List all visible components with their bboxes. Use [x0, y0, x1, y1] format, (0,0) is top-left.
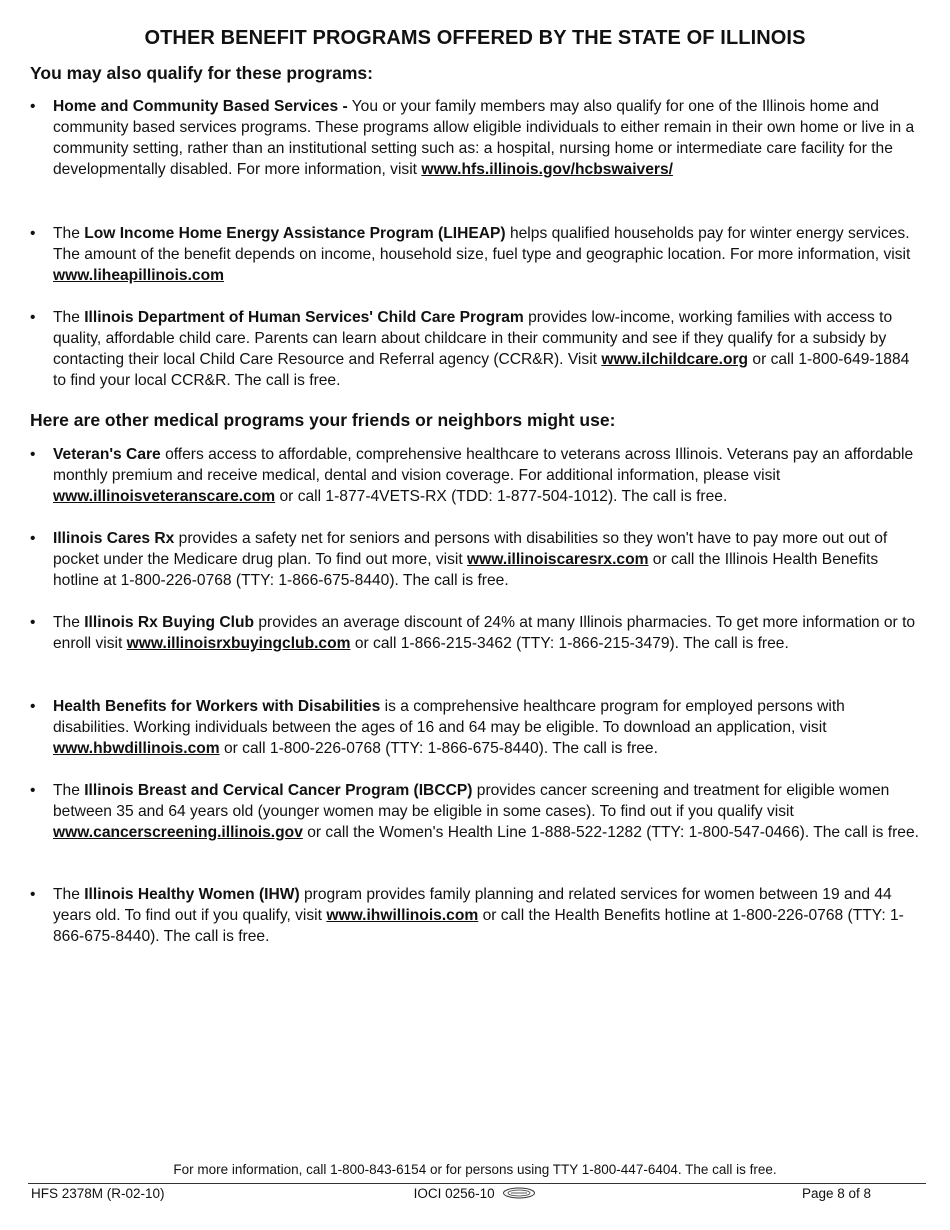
bullet: • — [30, 698, 36, 715]
page-number: Page 8 of 8 — [801, 1186, 871, 1201]
program-name: Health Benefits for Workers with Disabilities — [53, 698, 381, 715]
program-link[interactable]: www.illinoisveteranscare.com — [53, 488, 276, 505]
section-heading-qualify: You may also qualify for these programs: — [30, 63, 373, 83]
program-name: Home and Community Based Services - — [53, 98, 348, 115]
footer-note: For more information, call 1-800-843-6154 or for persons using TTY 1-800-447-6404. The call is free. — [173, 1162, 777, 1177]
program-item: • The Illinois Healthy Women (IHW) program provides family planning and related services for women between 19 and 44 years old. To find out if you qualify, visit www.ihwillinois.com or call the Health Benefits hotline at 1-800-226-0768 (TTY: 1-866-675-8440). The call is free. — [30, 886, 904, 945]
program-link[interactable]: www.illinoiscaresrx.com — [467, 551, 649, 568]
program-item: • Home and Community Based Services - You or your family members may also qualify for one of the Illinois home and community based services programs. These programs allow eligible individuals to either remain in their own home or live in a community setting, rather than an institutional setting such as: a hospital, nursing home or intermediate care facility for the developmentally disabled. For more information, visit www.hfs.illinois.gov/hcbswaivers/ — [30, 98, 915, 178]
page-title: OTHER BENEFIT PROGRAMS OFFERED BY THE STATE OF ILLINOIS — [144, 27, 806, 49]
bullet: • — [30, 782, 36, 799]
program-name: Illinois Department of Human Services' Child Care Program — [84, 309, 524, 326]
program-link[interactable]: www.liheapillinois.com — [53, 267, 224, 284]
bullet: • — [30, 98, 36, 115]
bullet: • — [30, 886, 36, 903]
program-link[interactable]: www.hbwdillinois.com — [53, 740, 220, 757]
program-name: Illinois Healthy Women (IHW) — [84, 886, 300, 903]
program-name: Low Income Home Energy Assistance Program (LIHEAP) — [84, 225, 506, 242]
program-item: • Illinois Cares Rx provides a safety net for seniors and persons with disabilities so they won't have to pay more out out of pocket under the Medicare drug plan. To find out more, visit www.illinoiscaresrx.com or call the Illinois Health Benefits hotline at 1-800-226-0768 (TTY: 1-866-675-8440). The call is free. — [30, 530, 888, 589]
program-name: Veteran's Care — [53, 446, 161, 463]
bullet: • — [30, 446, 36, 463]
program-item: • Health Benefits for Workers with Disabilities is a comprehensive healthcare program for employed persons with disabilities. Working individuals between the ages of 16 and 64 may be eligible. To download an application, visit www.hbwdillinois.com or call 1-800-226-0768 (TTY: 1-866-675-8440). The call is free. — [30, 698, 845, 757]
program-item: • The Low Income Home Energy Assistance Program (LIHEAP) helps qualified households pay for winter energy services. The amount of the benefit depends on income, household size, fuel type and geographic location. For more information, visit www.liheapillinois.com — [30, 225, 911, 284]
printer-code: IOCI 0256-10 — [0, 1186, 950, 1202]
bullet: • — [30, 309, 36, 326]
program-name: Illinois Breast and Cervical Cancer Program (IBCCP) — [84, 782, 473, 799]
program-item: • The Illinois Rx Buying Club provides an average discount of 24% at many Illinois pharmacies. To get more information or to enroll visit www.illinoisrxbuyingclub.com or call 1-866-215-3462 (TTY: 1-866-215-3479). The call is free. — [30, 614, 916, 652]
bullet: • — [30, 614, 36, 631]
union-bug-icon — [502, 1187, 536, 1202]
bullet: • — [30, 225, 36, 242]
program-link[interactable]: www.ihwillinois.com — [326, 907, 479, 924]
footer-divider — [28, 1183, 926, 1184]
program-item: • The Illinois Breast and Cervical Cancer Program (IBCCP) provides cancer screening and treatment for eligible women between 35 and 64 years old (younger women may be eligible in some cases). To find out if you qualify visit www.cancerscreening.illinois.gov or call the Women's Health Line 1-888-522-1282 (TTY: 1-800-547-0466). The call is free. — [30, 782, 919, 841]
program-name: Illinois Rx Buying Club — [84, 614, 255, 631]
form-number: HFS 2378M (R-02-10) — [31, 1186, 165, 1201]
program-link[interactable]: www.illinoisrxbuyingclub.com — [126, 635, 351, 652]
program-link[interactable]: www.hfs.illinois.gov/hcbswaivers/ — [421, 161, 673, 178]
program-name: Illinois Cares Rx — [53, 530, 175, 547]
bullet: • — [30, 530, 36, 547]
program-item: • Veteran's Care offers access to affordable, comprehensive healthcare to veterans across Illinois. Veterans pay an affordable monthly premium and receive medical, dental and vision coverage. For additional information, please visit www.illinoisveteranscare.com or call 1-877-4VETS-RX (TDD: 1-877-504-1012). The call is free. — [30, 446, 914, 505]
program-link[interactable]: www.cancerscreening.illinois.gov — [53, 824, 303, 841]
section-heading-medical: Here are other medical programs your friends or neighbors might use: — [30, 410, 616, 430]
program-item: • The Illinois Department of Human Services' Child Care Program provides low-income, working families with access to quality, affordable child care. Parents can learn about childcare in their community and see if they qualify for a subsidy by contacting their local Child Care Resource and Referral agency (CCR&R). Visit www.ilchildcare.org or call 1-800-649-1884 to find your local CCR&R. The call is free. — [30, 309, 910, 389]
program-link[interactable]: www.ilchildcare.org — [601, 351, 749, 368]
